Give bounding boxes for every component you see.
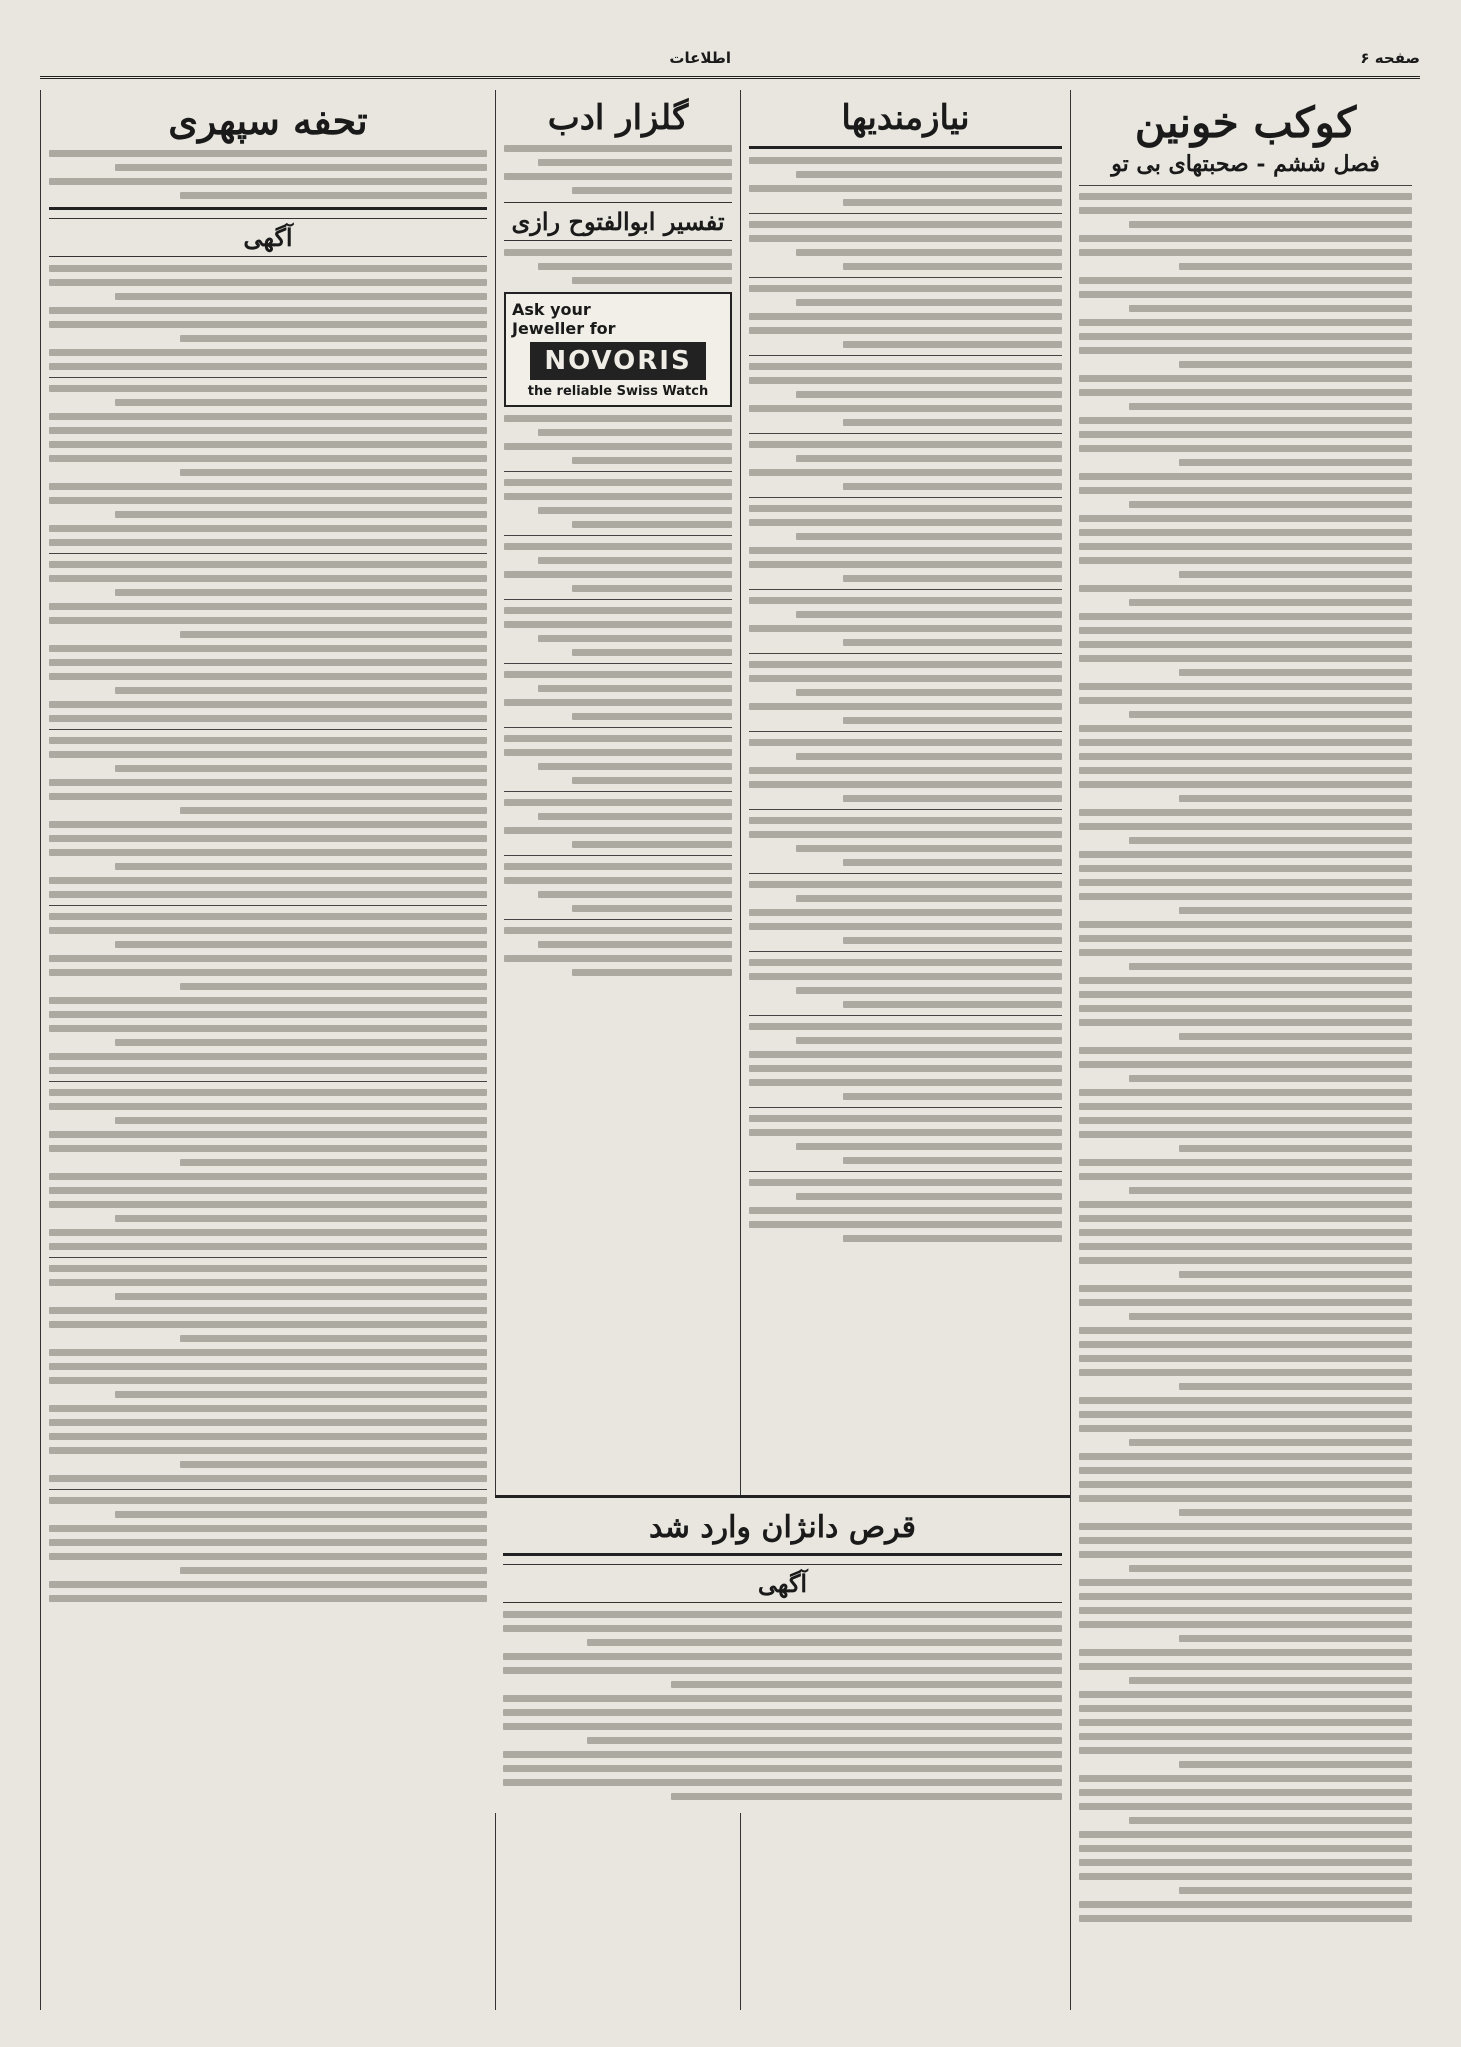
book-body xyxy=(504,249,732,284)
masthead xyxy=(40,40,1420,79)
watch-ad-line2: Jeweller for xyxy=(512,319,616,338)
divider xyxy=(49,207,487,210)
watch-ad-line1: Ask your xyxy=(512,300,591,319)
bottom-notice-heading: آگهی xyxy=(503,1564,1062,1603)
bottom-banner: قرص دانژان وارد شد xyxy=(648,1510,916,1545)
notices-intro xyxy=(49,150,487,199)
page-label: صفحه ۶ xyxy=(1360,49,1420,67)
classifieds-headline: نیازمندیها xyxy=(841,98,970,138)
bottom-banner-area xyxy=(495,1495,1070,1813)
divider xyxy=(749,146,1062,149)
column-notices xyxy=(40,90,495,2010)
story-subhead: فصل ششم - صحبتهای بی تو xyxy=(1111,151,1380,177)
bottom-notice-body xyxy=(503,1611,1062,1800)
paper-name: اطلاعات xyxy=(669,49,732,67)
column-story xyxy=(1070,90,1420,2010)
notice-heading: آگهی xyxy=(49,218,487,257)
notices-headline: تحفه سپهری xyxy=(168,98,368,143)
story-body xyxy=(1079,193,1412,1922)
divider xyxy=(1079,185,1412,186)
story-headline: کوکب خونین xyxy=(1134,98,1357,147)
book-title: تفسیر ابوالفتوح رازی xyxy=(504,202,732,241)
classifieds-body xyxy=(749,157,1062,1242)
notices-body xyxy=(49,265,487,1602)
literature-body xyxy=(504,145,732,194)
divider xyxy=(503,1553,1062,1556)
watch-brand: NOVORIS xyxy=(530,342,705,380)
ads-body xyxy=(504,415,732,976)
newspaper-page xyxy=(40,40,1420,2010)
literature-headline: گلزار ادب xyxy=(547,98,689,138)
watch-ad xyxy=(504,292,732,407)
watch-tagline: the reliable Swiss Watch xyxy=(527,384,709,399)
